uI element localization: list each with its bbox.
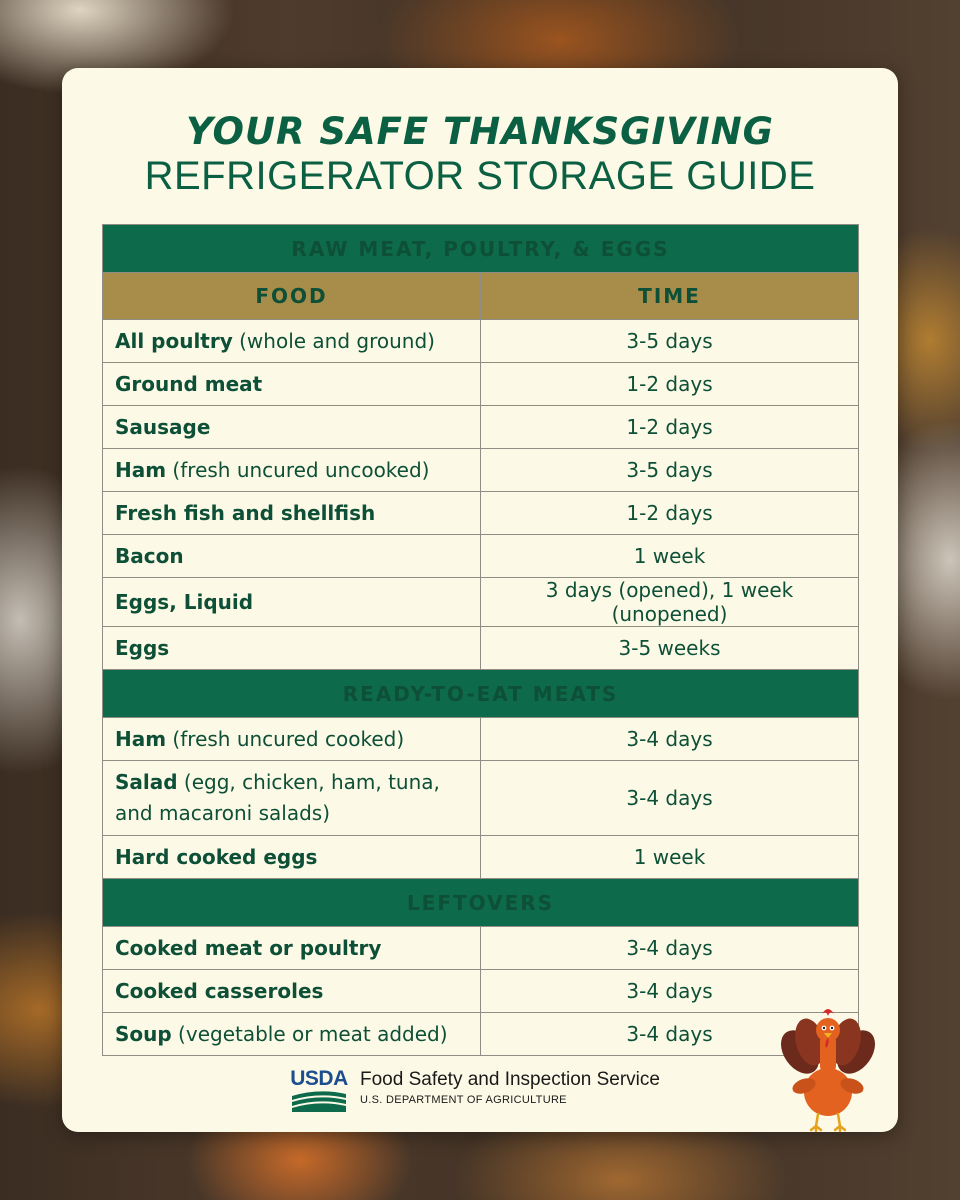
time-cell: 3-5 days	[481, 449, 859, 492]
food-name: Ham	[115, 457, 167, 482]
table-row	[103, 1013, 859, 1056]
food-cell	[103, 970, 481, 1013]
food-cell	[103, 578, 481, 627]
table-row	[103, 627, 859, 670]
food-cell	[103, 363, 481, 406]
column-header-row	[103, 273, 859, 320]
food-name: Salad	[115, 770, 178, 794]
time-cell: 3 days (opened), 1 week (unopened)	[481, 578, 859, 627]
section-header-raw	[103, 225, 859, 273]
table-row	[103, 927, 859, 970]
food-cell	[103, 927, 481, 970]
turkey-icon	[778, 1000, 878, 1136]
food-name: Cooked meat or poultry	[115, 935, 382, 960]
time-cell: 1 week	[481, 535, 859, 578]
food-cell	[103, 627, 481, 670]
section-title: RAW MEAT, POULTRY, & EGGS	[103, 225, 859, 273]
food-name: Fresh fish and shellfish	[115, 500, 376, 525]
food-name: Sausage	[115, 414, 211, 439]
time-cell: 3-5 weeks	[481, 627, 859, 670]
food-cell	[103, 761, 481, 836]
food-note: (fresh uncured cooked)	[166, 726, 405, 751]
time-cell: 3-4 days	[481, 761, 859, 836]
table-row	[103, 836, 859, 879]
section-header-leftovers	[103, 879, 859, 927]
section-title: READY-TO-EAT MEATS	[103, 670, 859, 718]
food-name: Hard cooked eggs	[115, 844, 318, 869]
usda-logo-icon	[290, 1068, 348, 1112]
table-row	[103, 970, 859, 1013]
column-header-time: TIME	[481, 273, 859, 320]
table-row	[103, 320, 859, 363]
section-title: LEFTOVERS	[103, 879, 859, 927]
time-cell: 1-2 days	[481, 492, 859, 535]
title-line-1: YOUR SAFE THANKSGIVING	[185, 110, 775, 153]
food-name: Eggs	[115, 635, 170, 660]
food-cell	[103, 320, 481, 363]
table-row	[103, 492, 859, 535]
table-row	[103, 718, 859, 761]
food-name: Cooked casseroles	[115, 978, 324, 1003]
food-note: (whole and ground)	[232, 328, 435, 353]
title-line-2: REFRIGERATOR STORAGE GUIDE	[144, 154, 816, 198]
food-cell	[103, 718, 481, 761]
food-note: (vegetable or meat added)	[171, 1021, 448, 1046]
table-row	[103, 761, 859, 836]
table-row	[103, 406, 859, 449]
food-note: (egg, chicken, ham, tuna, and macaroni salads)	[115, 770, 440, 825]
food-cell	[103, 535, 481, 578]
food-name: Ground meat	[115, 371, 263, 396]
food-name: Eggs, Liquid	[115, 589, 254, 614]
time-cell: 3-4 days	[481, 970, 859, 1013]
food-note: (fresh uncured uncooked)	[166, 457, 430, 482]
food-name: Ham	[115, 726, 167, 751]
section-header-ready-to-eat	[103, 670, 859, 718]
department-name: U.S. DEPARTMENT OF AGRICULTURE	[360, 1094, 567, 1106]
table-row	[103, 578, 859, 627]
food-name: Soup	[115, 1021, 172, 1046]
usda-footer	[290, 1068, 710, 1112]
time-cell: 1 week	[481, 836, 859, 879]
food-cell	[103, 1013, 481, 1056]
usda-logo-text: USDA	[290, 1067, 348, 1090]
storage-guide-card	[62, 68, 898, 1132]
table-row	[103, 363, 859, 406]
time-cell: 3-5 days	[481, 320, 859, 363]
food-cell	[103, 449, 481, 492]
table-row	[103, 535, 859, 578]
table-row	[103, 449, 859, 492]
food-cell	[103, 836, 481, 879]
agency-name: Food Safety and Inspection Service	[360, 1069, 660, 1090]
food-cell	[103, 492, 481, 535]
time-cell: 3-4 days	[481, 1013, 859, 1056]
time-cell: 3-4 days	[481, 927, 859, 970]
food-name: All poultry	[115, 328, 233, 353]
column-header-food: FOOD	[103, 273, 481, 320]
food-name: Bacon	[115, 543, 184, 568]
storage-table	[102, 224, 859, 1056]
time-cell: 1-2 days	[481, 363, 859, 406]
time-cell: 1-2 days	[481, 406, 859, 449]
time-cell: 3-4 days	[481, 718, 859, 761]
food-cell	[103, 406, 481, 449]
